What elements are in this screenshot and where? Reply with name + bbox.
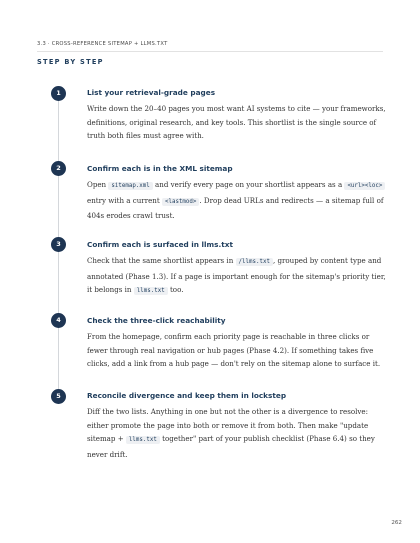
step-title: List your retrieval-grade pages	[87, 88, 216, 97]
step-item	[87, 391, 387, 461]
running-head: 3.3 · CROSS-REFERENCE SITEMAP + LLMS.TXT	[37, 41, 168, 47]
step-title: Confirm each is surfaced in llms.txt	[87, 240, 233, 249]
step-item	[87, 240, 387, 299]
step-item	[87, 88, 387, 143]
code-url-loc: <url><loc>	[344, 182, 385, 190]
code-lastmod: <lastmod>	[162, 198, 199, 206]
step-body: Diff the two lists. Anything in one but not the other is a divergence to resolve: either promote the page into both or remove it from both. Then make "update sitemap + llms.txt together" part of your publish checklist (Phase 6.4) so they never drift.	[87, 407, 375, 459]
section-label: STEP BY STEP	[37, 58, 104, 66]
step-body: Open sitemap.xml and verify every page on your shortlist appears as a <url><loc> entry with a current <lastmod> . Drop dead URLs and redirects — a sitemap full of 404s erodes crawl trust.	[87, 180, 384, 221]
step-number-badge: 5	[51, 389, 66, 404]
step-title: Check the three-click reachability	[87, 316, 226, 325]
code-llms-txt: llms.txt	[126, 436, 160, 444]
step-title: Confirm each is in the XML sitemap	[87, 164, 233, 173]
code-llms-txt-path: /llms.txt	[236, 258, 273, 266]
step-number-badge: 4	[51, 313, 66, 328]
step-body: Write down the 20–40 pages you most want AI systems to cite — your frameworks, definitions, original research, and key tools. This shortlist is the single source of truth both files must agree with.	[87, 104, 386, 141]
page-number: 262	[391, 520, 402, 526]
step-number-badge: 3	[51, 237, 66, 252]
code-sitemap-xml: sitemap.xml	[108, 182, 152, 190]
step-number-badge: 2	[51, 161, 66, 176]
step-body: Check that the same shortlist appears in /llms.txt , grouped by content type and annotated (Phase 1.3). If a page is important enough for the sitemap's priority tier, it belongs in llms.txt too.	[87, 256, 386, 295]
step-title: Reconcile divergence and keep them in lockstep	[87, 391, 287, 400]
header-divider	[37, 51, 383, 52]
step-number-badge: 1	[51, 86, 66, 101]
step-item	[87, 316, 387, 371]
code-llms-txt: llms.txt	[134, 287, 168, 295]
step-body: From the homepage, confirm each priority page is reachable in three clicks or fewer through real navigation or hub pages (Phase 4.2). If something takes five clicks, add a link from a hub page — don't rely on the sitemap alone to surface it.	[87, 332, 381, 369]
step-item	[87, 164, 387, 223]
